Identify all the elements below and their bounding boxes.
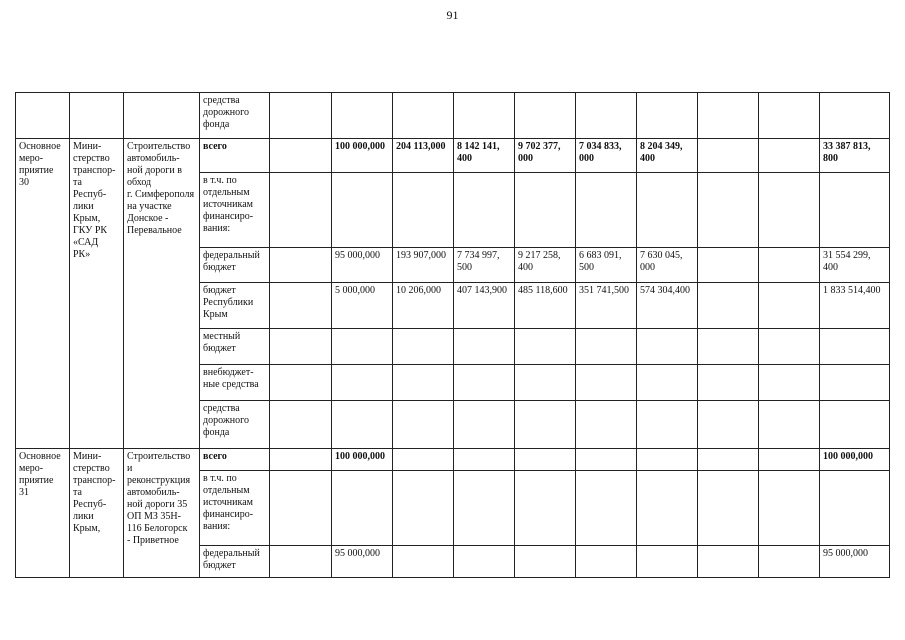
table-cell — [820, 365, 890, 401]
table-cell — [332, 329, 393, 365]
table-cell — [332, 365, 393, 401]
table-cell — [393, 546, 454, 578]
table-cell — [393, 471, 454, 546]
table-cell — [637, 93, 698, 139]
table-cell: 7 734 997, 500 — [454, 248, 515, 283]
table-row — [16, 449, 890, 471]
budget-table — [15, 92, 890, 578]
table-cell — [454, 449, 515, 471]
table-cell — [759, 248, 820, 283]
table-cell: 485 118,600 — [515, 283, 576, 329]
table-cell — [393, 93, 454, 139]
table-cell — [698, 365, 759, 401]
table-cell: 9 217 258, 400 — [515, 248, 576, 283]
table-cell — [576, 93, 637, 139]
table-cell — [698, 471, 759, 546]
table-cell — [637, 365, 698, 401]
table-cell — [270, 248, 332, 283]
table-cell — [393, 329, 454, 365]
table-cell — [393, 173, 454, 248]
table-cell — [820, 401, 890, 449]
table-cell — [698, 401, 759, 449]
funding-source: внебюджет- ные средства — [200, 365, 270, 401]
table-cell: 1 833 514,400 — [820, 283, 890, 329]
funding-source: в т.ч. по отдельным источникам финансиро- вания: — [200, 471, 270, 546]
table-cell — [637, 449, 698, 471]
table-cell — [454, 329, 515, 365]
table-cell: 100 000,000 — [332, 139, 393, 173]
table-cell — [393, 449, 454, 471]
table-cell — [70, 93, 124, 139]
table-cell — [820, 93, 890, 139]
table-cell — [820, 329, 890, 365]
table-cell: 7 630 045, 000 — [637, 248, 698, 283]
table-cell: 8 142 141, 400 — [454, 139, 515, 173]
table-cell: 574 304,400 — [637, 283, 698, 329]
table-cell — [270, 139, 332, 173]
table-cell — [454, 471, 515, 546]
table-cell — [576, 329, 637, 365]
table-cell: 100 000,000 — [820, 449, 890, 471]
table-cell — [820, 173, 890, 248]
table-cell — [759, 283, 820, 329]
table-cell — [515, 449, 576, 471]
table-cell — [698, 329, 759, 365]
table-cell: 33 387 813, 800 — [820, 139, 890, 173]
table-cell — [515, 546, 576, 578]
table-cell: 100 000,000 — [332, 449, 393, 471]
responsible-executor: Мини- стерство транспор- та Респуб- лики Крым, — [70, 449, 124, 578]
measure-description: Строительство и реконструкция автомобиль- ной дороги 35 ОП МЗ 35Н- 116 Белогорск - Приветное — [124, 449, 200, 578]
table-cell — [270, 365, 332, 401]
table-row — [16, 93, 890, 139]
funding-source: местный бюджет — [200, 329, 270, 365]
table-cell — [332, 93, 393, 139]
table-cell — [759, 401, 820, 449]
table-cell — [124, 93, 200, 139]
table-cell: 95 000,000 — [820, 546, 890, 578]
table-cell: 7 034 833, 000 — [576, 139, 637, 173]
table-cell: 10 206,000 — [393, 283, 454, 329]
table-cell — [270, 93, 332, 139]
table-cell — [515, 93, 576, 139]
table-cell — [515, 471, 576, 546]
measure-label: Основное меро- приятие 30 — [16, 139, 70, 449]
funding-source: федеральный бюджет — [200, 248, 270, 283]
table-cell: 9 702 377, 000 — [515, 139, 576, 173]
table-cell: 8 204 349, 400 — [637, 139, 698, 173]
table-cell — [16, 93, 70, 139]
table-cell — [759, 471, 820, 546]
table-cell — [759, 93, 820, 139]
table-cell — [576, 365, 637, 401]
table-cell: средства дорожного фонда — [200, 93, 270, 139]
table-cell: 95 000,000 — [332, 248, 393, 283]
table-cell — [759, 173, 820, 248]
funding-source: всего — [200, 139, 270, 173]
table-cell — [515, 401, 576, 449]
table-cell — [820, 471, 890, 546]
table-cell — [576, 546, 637, 578]
table-cell — [270, 449, 332, 471]
table-cell — [759, 546, 820, 578]
funding-source: всего — [200, 449, 270, 471]
table-cell — [393, 401, 454, 449]
table-cell — [576, 401, 637, 449]
page-number: 91 — [446, 8, 459, 22]
table-cell — [637, 471, 698, 546]
table-cell — [270, 546, 332, 578]
table-cell — [454, 365, 515, 401]
funding-source: в т.ч. по отдельным источникам финансиро- вания: — [200, 173, 270, 248]
table-cell — [270, 329, 332, 365]
table-cell — [576, 173, 637, 248]
table-cell: 6 683 091, 500 — [576, 248, 637, 283]
table-cell — [454, 546, 515, 578]
table-cell — [270, 471, 332, 546]
table-cell — [515, 173, 576, 248]
table-cell — [454, 401, 515, 449]
table-cell — [698, 449, 759, 471]
table-cell — [759, 329, 820, 365]
table-cell — [454, 173, 515, 248]
table-row — [16, 139, 890, 173]
table-cell — [270, 401, 332, 449]
table-cell — [759, 449, 820, 471]
measure-description: Строительство автомобиль- ной дороги в обход г. Симферополя на участке Донское - Перевальное — [124, 139, 200, 449]
table-cell — [637, 329, 698, 365]
table-cell — [332, 173, 393, 248]
table-cell — [270, 283, 332, 329]
table-cell — [515, 329, 576, 365]
table-cell — [759, 365, 820, 401]
table-cell — [576, 471, 637, 546]
table-cell — [332, 401, 393, 449]
table-cell — [698, 93, 759, 139]
table-cell: 31 554 299, 400 — [820, 248, 890, 283]
table-cell — [637, 173, 698, 248]
table-cell — [270, 173, 332, 248]
table-cell — [698, 173, 759, 248]
funding-source: бюджет Республики Крым — [200, 283, 270, 329]
table-cell — [515, 365, 576, 401]
table-cell: 95 000,000 — [332, 546, 393, 578]
table-cell — [759, 139, 820, 173]
table-cell — [454, 93, 515, 139]
table-cell — [576, 449, 637, 471]
table-cell — [698, 139, 759, 173]
funding-source: средства дорожного фонда — [200, 401, 270, 449]
table-cell — [637, 401, 698, 449]
responsible-executor: Мини- стерство транспор- та Респуб- лики Крым, ГКУ РК «САД РК» — [70, 139, 124, 449]
table-cell — [698, 283, 759, 329]
table-cell — [698, 248, 759, 283]
table-cell — [332, 471, 393, 546]
table-cell: 407 143,900 — [454, 283, 515, 329]
table-cell — [698, 546, 759, 578]
table-cell: 5 000,000 — [332, 283, 393, 329]
table-cell — [393, 365, 454, 401]
table-cell: 204 113,000 — [393, 139, 454, 173]
table-cell: 351 741,500 — [576, 283, 637, 329]
funding-source: федеральный бюджет — [200, 546, 270, 578]
table-cell: 193 907,000 — [393, 248, 454, 283]
measure-label: Основное меро- приятие 31 — [16, 449, 70, 578]
table-cell — [637, 546, 698, 578]
